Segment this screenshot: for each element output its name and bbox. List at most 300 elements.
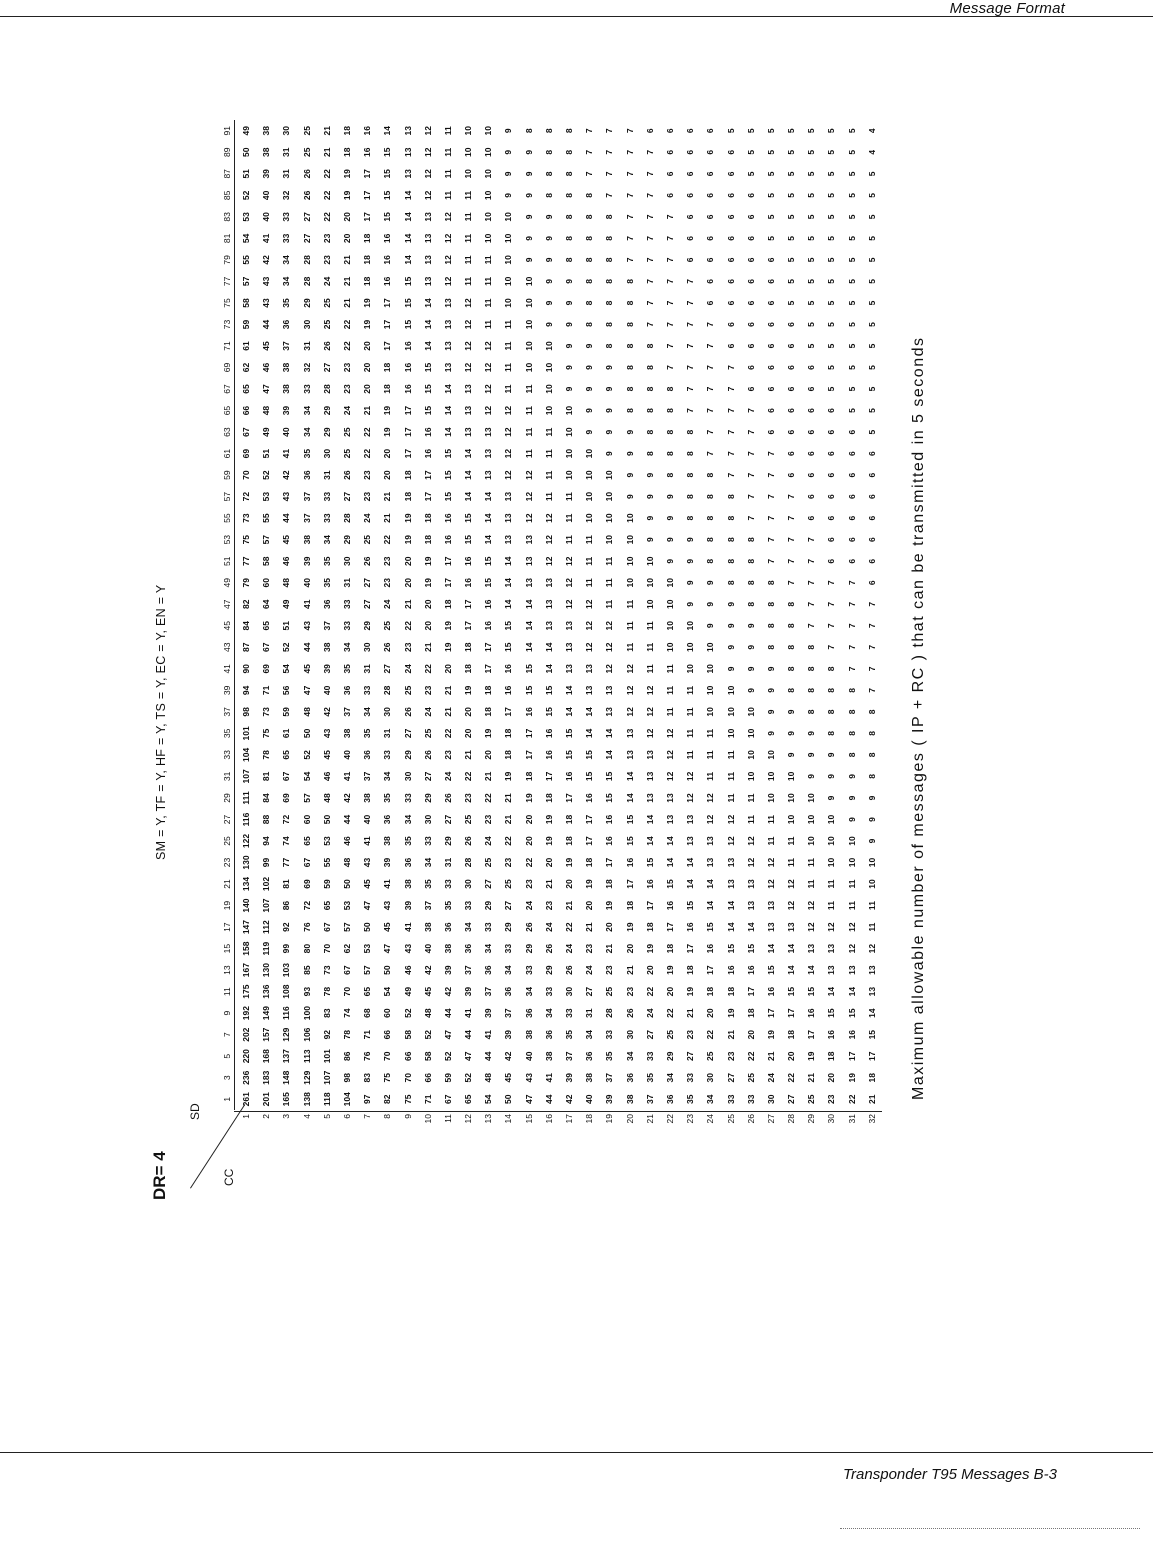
table-cell: 11 bbox=[685, 685, 696, 695]
table-cell: 15 bbox=[604, 793, 615, 803]
table-cell: 16 bbox=[442, 513, 453, 523]
page-footer: Transponder T95 Messages B-3 bbox=[843, 1466, 1057, 1483]
table-cell: 9 bbox=[503, 149, 514, 155]
table-cell: 6 bbox=[765, 257, 776, 263]
table-cell: 14 bbox=[604, 750, 615, 760]
cc-header-cell: 29 bbox=[806, 1114, 817, 1124]
table-cell: 14 bbox=[685, 857, 696, 868]
table-cell: 14 bbox=[523, 599, 534, 609]
sd-header-cell: 37 bbox=[222, 707, 232, 717]
table-cell: 6 bbox=[846, 429, 857, 435]
table-cell: 19 bbox=[523, 793, 534, 803]
table-cell: 17 bbox=[523, 728, 534, 739]
table-cell: 24 bbox=[543, 922, 554, 932]
table-cell: 18 bbox=[341, 147, 352, 158]
table-cell: 9 bbox=[543, 257, 554, 263]
table-cell: 5 bbox=[745, 149, 756, 155]
table-cell: 33 bbox=[301, 384, 312, 394]
table-cell: 41 bbox=[543, 1073, 554, 1083]
table-cell: 67 bbox=[341, 965, 352, 975]
table-cell: 17 bbox=[604, 857, 615, 868]
table-cell: 23 bbox=[826, 1094, 837, 1104]
table-cell: 11 bbox=[685, 707, 696, 717]
table-cell: 10 bbox=[584, 470, 595, 480]
table-cell: 15 bbox=[422, 362, 433, 373]
table-cell: 15 bbox=[442, 491, 453, 502]
table-cell: 21 bbox=[362, 405, 373, 416]
table-cell: 27 bbox=[362, 599, 373, 609]
table-cell: 6 bbox=[826, 494, 837, 500]
table-cell: 30 bbox=[564, 986, 574, 997]
table-cell: 19 bbox=[382, 405, 393, 416]
table-cell: 7 bbox=[664, 214, 675, 220]
table-cell: 9 bbox=[564, 386, 574, 392]
table-cell: 175 bbox=[241, 984, 251, 999]
table-cell: 9 bbox=[866, 838, 877, 844]
table-cell: 38 bbox=[261, 126, 272, 136]
table-cell: 6 bbox=[866, 451, 877, 456]
table-cell: 12 bbox=[685, 793, 696, 803]
table-cell: 46 bbox=[341, 836, 352, 846]
table-cell: 5 bbox=[826, 322, 837, 327]
table-cell: 6 bbox=[725, 257, 736, 263]
table-cell: 24 bbox=[321, 276, 332, 287]
table-cell: 14 bbox=[483, 513, 494, 523]
table-cell: 17 bbox=[362, 190, 373, 201]
table-cell: 11 bbox=[745, 793, 756, 803]
table-cell: 7 bbox=[664, 236, 675, 241]
table-cell: 7 bbox=[604, 149, 615, 155]
table-cell: 7 bbox=[624, 236, 635, 241]
table-cell: 36 bbox=[543, 1029, 554, 1040]
table-cell: 20 bbox=[564, 879, 574, 889]
table-cell: 15 bbox=[503, 642, 514, 653]
table-cell: 9 bbox=[584, 386, 595, 392]
table-cell: 13 bbox=[644, 750, 655, 760]
table-cell: 44 bbox=[281, 513, 292, 523]
table-cell: 82 bbox=[241, 599, 251, 609]
table-cell: 6 bbox=[786, 322, 797, 327]
table-cell: 11 bbox=[846, 879, 857, 889]
table-cell: 75 bbox=[382, 1073, 393, 1083]
table-cell: 11 bbox=[664, 685, 675, 695]
table-cell: 6 bbox=[846, 494, 857, 500]
table-cell: 10 bbox=[705, 642, 716, 653]
cc-header-cell: 25 bbox=[725, 1114, 736, 1124]
table-cell: 8 bbox=[765, 601, 776, 607]
table-cell: 74 bbox=[341, 1008, 352, 1018]
sd-header-cell: 61 bbox=[222, 448, 232, 459]
table-cell: 18 bbox=[362, 255, 373, 265]
table-cell: 13 bbox=[846, 965, 857, 975]
table-cell: 8 bbox=[543, 128, 554, 134]
table-cell: 19 bbox=[543, 836, 554, 846]
table-cell: 14 bbox=[463, 470, 474, 480]
table-cell: 7 bbox=[745, 472, 756, 478]
cc-header-cell: 32 bbox=[866, 1114, 877, 1124]
table-cell: 30 bbox=[362, 642, 373, 653]
table-cell: 57 bbox=[362, 965, 373, 975]
table-cell: 20 bbox=[523, 814, 534, 825]
table-cell: 118 bbox=[321, 1092, 332, 1107]
table-cell: 33 bbox=[604, 1029, 615, 1040]
table-cell: 6 bbox=[826, 408, 837, 413]
table-cell: 99 bbox=[281, 943, 292, 954]
table-cell: 26 bbox=[442, 793, 453, 803]
table-cell: 19 bbox=[422, 556, 433, 566]
table-cell: 15 bbox=[624, 814, 635, 825]
table-cell: 17 bbox=[786, 1008, 797, 1018]
table-cell: 7 bbox=[624, 257, 635, 263]
table-cell: 34 bbox=[523, 986, 534, 997]
table-cell: 9 bbox=[866, 817, 877, 822]
table-cell: 17 bbox=[463, 599, 474, 609]
table-cell: 59 bbox=[442, 1073, 453, 1083]
table-cell: 13 bbox=[543, 621, 554, 631]
table-cell: 33 bbox=[483, 922, 494, 932]
table-cell: 10 bbox=[483, 147, 494, 158]
table-cell: 11 bbox=[664, 664, 675, 674]
table-cell: 25 bbox=[321, 319, 332, 330]
footer-dotted-line bbox=[840, 1528, 1140, 1529]
table-cell: 8 bbox=[624, 322, 635, 327]
table-cell: 11 bbox=[624, 621, 635, 631]
table-cell: 8 bbox=[564, 236, 574, 241]
cc-header-cell: 21 bbox=[644, 1114, 655, 1124]
table-cell: 52 bbox=[241, 190, 251, 201]
table-cell: 12 bbox=[523, 470, 534, 480]
table-cell: 6 bbox=[705, 300, 716, 306]
table-cell: 26 bbox=[523, 922, 534, 932]
table-cell: 6 bbox=[826, 472, 837, 478]
table-cell: 67 bbox=[281, 771, 292, 782]
table-cell: 7 bbox=[866, 623, 877, 629]
table-cell: 10 bbox=[786, 814, 797, 825]
table-cell: 21 bbox=[402, 599, 413, 609]
table-cell: 13 bbox=[806, 943, 817, 954]
table-cell: 39 bbox=[281, 405, 292, 416]
cc-header-cell: 22 bbox=[664, 1114, 675, 1124]
table-cell: 148 bbox=[281, 1070, 292, 1085]
table-cell: 35 bbox=[422, 879, 433, 889]
table-cell: 16 bbox=[382, 233, 393, 244]
table-cell: 12 bbox=[664, 728, 675, 739]
table-cell: 74 bbox=[281, 836, 292, 846]
table-cell: 16 bbox=[362, 126, 373, 136]
table-cell: 8 bbox=[604, 300, 615, 306]
table-cell: 11 bbox=[442, 169, 453, 179]
cc-header-cell: 2 bbox=[261, 1114, 272, 1119]
table-cell: 7 bbox=[866, 666, 877, 672]
table-cell: 58 bbox=[422, 1051, 433, 1061]
table-cell: 36 bbox=[483, 965, 494, 975]
table-cell: 6 bbox=[725, 236, 736, 241]
table-cell: 6 bbox=[806, 515, 817, 521]
table-cell: 44 bbox=[301, 642, 312, 653]
table-cell: 20 bbox=[382, 448, 393, 459]
sd-header-cell: 41 bbox=[222, 664, 232, 674]
table-cell: 46 bbox=[281, 556, 292, 566]
table-cell: 44 bbox=[543, 1094, 554, 1104]
table-cell: 17 bbox=[503, 707, 514, 717]
table-cell: 17 bbox=[584, 836, 595, 846]
table-cell: 10 bbox=[523, 298, 534, 308]
table-cell: 52 bbox=[301, 750, 312, 760]
table-cell: 5 bbox=[765, 149, 776, 155]
table-cell: 14 bbox=[503, 599, 514, 609]
table-cell: 7 bbox=[604, 171, 615, 177]
table-cell: 129 bbox=[281, 1027, 292, 1042]
table-cell: 71 bbox=[362, 1029, 373, 1040]
table-cell: 6 bbox=[685, 171, 696, 177]
table-cell: 52 bbox=[261, 470, 272, 480]
table-cell: 70 bbox=[241, 470, 251, 480]
table-cell: 16 bbox=[483, 599, 494, 609]
table-cell: 29 bbox=[362, 621, 373, 631]
table-cell: 8 bbox=[765, 644, 776, 650]
table-cell: 33 bbox=[523, 965, 534, 975]
table-cell: 5 bbox=[826, 343, 837, 349]
cc-header-cell: 19 bbox=[604, 1114, 615, 1124]
table-cell: 39 bbox=[483, 1008, 494, 1018]
table-cell: 13 bbox=[543, 578, 554, 588]
table-cell: 16 bbox=[664, 900, 675, 911]
table-cell: 9 bbox=[846, 817, 857, 822]
table-cell: 86 bbox=[281, 900, 292, 911]
table-cell: 6 bbox=[644, 128, 655, 134]
table-cell: 5 bbox=[866, 322, 877, 327]
table-cell: 65 bbox=[281, 750, 292, 760]
table-cell: 10 bbox=[745, 728, 756, 739]
table-cell: 36 bbox=[382, 814, 393, 825]
table-cell: 6 bbox=[705, 128, 716, 134]
table-cell: 38 bbox=[281, 384, 292, 394]
sd-header-cell: 29 bbox=[222, 793, 232, 803]
table-cell: 7 bbox=[846, 666, 857, 672]
table-cell: 7 bbox=[604, 128, 615, 134]
table-cell: 9 bbox=[604, 451, 615, 456]
table-cell: 17 bbox=[664, 922, 675, 932]
table-cell: 10 bbox=[806, 814, 817, 825]
table-cell: 16 bbox=[422, 427, 433, 437]
table-cell: 192 bbox=[241, 1006, 251, 1021]
table-cell: 12 bbox=[463, 341, 474, 351]
table-cell: 9 bbox=[523, 236, 534, 241]
table-cell: 52 bbox=[422, 1029, 433, 1040]
table-cell: 13 bbox=[442, 362, 453, 373]
table-cell: 12 bbox=[745, 836, 756, 846]
table-cell: 14 bbox=[644, 836, 655, 846]
table-cell: 73 bbox=[321, 965, 332, 975]
table-cell: 6 bbox=[765, 322, 776, 327]
table-cell: 13 bbox=[564, 664, 574, 674]
table-cell: 5 bbox=[786, 300, 797, 306]
table-cell: 10 bbox=[866, 879, 877, 889]
table-cell: 47 bbox=[301, 685, 312, 696]
table-cell: 8 bbox=[745, 601, 756, 607]
table-cell: 8 bbox=[624, 343, 635, 349]
table-cell: 65 bbox=[463, 1094, 474, 1104]
table-cell: 9 bbox=[806, 752, 817, 758]
table-cell: 29 bbox=[301, 298, 312, 308]
sd-header-cell: 77 bbox=[222, 276, 232, 287]
table-cell: 7 bbox=[725, 365, 736, 370]
table-cell: 6 bbox=[725, 192, 736, 198]
table-cell: 10 bbox=[584, 513, 595, 523]
table-cell: 35 bbox=[442, 900, 453, 911]
table-cell: 42 bbox=[321, 707, 332, 717]
table-cell: 30 bbox=[765, 1094, 776, 1104]
table-cell: 7 bbox=[786, 515, 797, 521]
table-cell: 20 bbox=[584, 900, 595, 911]
table-cell: 19 bbox=[362, 298, 373, 308]
table-cell: 10 bbox=[765, 750, 776, 760]
table-cell: 149 bbox=[261, 1006, 272, 1021]
table-cell: 8 bbox=[584, 322, 595, 327]
table-cell: 9 bbox=[664, 494, 675, 500]
table-cell: 6 bbox=[685, 214, 696, 220]
table-cell: 10 bbox=[523, 341, 534, 351]
table-cell: 7 bbox=[705, 451, 716, 456]
sd-header-cell: 73 bbox=[222, 319, 232, 330]
table-cell: 17 bbox=[866, 1051, 877, 1061]
table-cell: 43 bbox=[523, 1073, 534, 1083]
table-cell: 19 bbox=[442, 642, 453, 653]
table-cell: 8 bbox=[564, 214, 574, 220]
table-cell: 12 bbox=[786, 879, 797, 889]
table-cell: 14 bbox=[402, 212, 413, 222]
table-cell: 19 bbox=[765, 1029, 776, 1040]
table-cell: 10 bbox=[564, 448, 574, 459]
table-cell: 28 bbox=[341, 513, 352, 523]
table-cell: 6 bbox=[765, 408, 776, 413]
table-cell: 23 bbox=[382, 556, 393, 566]
table-cell: 11 bbox=[584, 556, 595, 566]
table-cell: 13 bbox=[584, 664, 595, 674]
table-cell: 22 bbox=[402, 621, 413, 631]
table-cell: 29 bbox=[321, 405, 332, 416]
table-cell: 73 bbox=[261, 707, 272, 717]
table-cell: 13 bbox=[442, 298, 453, 308]
table-cell: 19 bbox=[503, 771, 514, 782]
sd-header-cell: 81 bbox=[222, 233, 232, 244]
table-cell: 11 bbox=[523, 427, 534, 437]
table-cell: 7 bbox=[644, 236, 655, 241]
table-cell: 10 bbox=[564, 427, 574, 437]
table-cell: 40 bbox=[584, 1094, 595, 1104]
table-cell: 12 bbox=[786, 900, 797, 911]
table-cell: 20 bbox=[362, 384, 373, 394]
table-cell: 75 bbox=[261, 728, 272, 739]
table-cell: 23 bbox=[503, 857, 514, 868]
table-cell: 18 bbox=[463, 642, 474, 653]
table-cell: 33 bbox=[281, 233, 292, 244]
table-cell: 33 bbox=[463, 900, 474, 911]
table-cell: 61 bbox=[281, 728, 292, 739]
table-cell: 6 bbox=[705, 214, 716, 220]
sd-header-cell: 15 bbox=[222, 943, 232, 954]
table-cell: 11 bbox=[503, 341, 514, 351]
table-cell: 19 bbox=[341, 190, 352, 201]
table-cell: 13 bbox=[503, 491, 514, 502]
table-cell: 38 bbox=[341, 728, 352, 739]
table-cell: 136 bbox=[261, 984, 272, 999]
table-cell: 8 bbox=[725, 494, 736, 500]
table-cell: 13 bbox=[463, 405, 474, 416]
table-cell: 22 bbox=[664, 1008, 675, 1018]
table-cell: 7 bbox=[806, 601, 817, 607]
table-cell: 31 bbox=[584, 1008, 595, 1018]
table-cell: 8 bbox=[806, 709, 817, 715]
table-cell: 52 bbox=[402, 1008, 413, 1018]
table-cell: 7 bbox=[765, 515, 776, 521]
table-cell: 33 bbox=[725, 1094, 736, 1104]
table-cell: 17 bbox=[442, 556, 453, 566]
table-cell: 17 bbox=[442, 578, 453, 588]
table-cell: 201 bbox=[261, 1092, 272, 1107]
table-cell: 90 bbox=[241, 664, 251, 674]
table-cell: 6 bbox=[826, 429, 837, 435]
table-cell: 9 bbox=[765, 731, 776, 736]
table-cell: 236 bbox=[241, 1070, 251, 1085]
table-cell: 99 bbox=[261, 857, 272, 868]
table-cell: 40 bbox=[341, 750, 352, 760]
table-cell: 21 bbox=[806, 1073, 817, 1083]
table-cell: 11 bbox=[806, 858, 817, 868]
table-cell: 8 bbox=[826, 709, 837, 715]
table-cell: 12 bbox=[483, 341, 494, 351]
table-cell: 49 bbox=[402, 986, 413, 997]
table-cell: 10 bbox=[604, 513, 615, 523]
table-cell: 5 bbox=[826, 236, 837, 241]
cc-header-cell: 3 bbox=[281, 1114, 292, 1119]
table-cell: 23 bbox=[543, 900, 554, 911]
table-cell: 44 bbox=[483, 1051, 494, 1061]
table-cell: 9 bbox=[765, 687, 776, 693]
table-cell: 7 bbox=[644, 300, 655, 306]
table-cell: 7 bbox=[604, 192, 615, 198]
table-cell: 5 bbox=[806, 236, 817, 241]
table-cell: 10 bbox=[463, 147, 474, 158]
table-cell: 73 bbox=[241, 513, 251, 523]
sd-header-cell: 3 bbox=[222, 1075, 232, 1081]
table-cell: 78 bbox=[341, 1029, 352, 1040]
table-cell: 18 bbox=[604, 879, 615, 889]
table-cell: 5 bbox=[765, 236, 776, 241]
table-cell: 31 bbox=[382, 728, 393, 739]
table-cell: 34 bbox=[301, 405, 312, 416]
table-cell: 7 bbox=[664, 322, 675, 327]
table-cell: 165 bbox=[281, 1092, 292, 1107]
table-cell: 261 bbox=[241, 1092, 251, 1107]
cc-header-cell: 7 bbox=[362, 1114, 373, 1119]
table-cell: 18 bbox=[483, 685, 494, 696]
table-cell: 10 bbox=[543, 384, 554, 394]
sd-header-cell: 87 bbox=[222, 169, 232, 179]
table-cell: 28 bbox=[301, 276, 312, 287]
table-cell: 9 bbox=[866, 795, 877, 801]
table-cell: 35 bbox=[382, 793, 393, 803]
table-cell: 6 bbox=[866, 494, 877, 500]
table-cell: 16 bbox=[463, 556, 474, 566]
table-cell: 14 bbox=[826, 986, 837, 997]
table-cell: 103 bbox=[281, 963, 292, 978]
table-cell: 12 bbox=[442, 276, 453, 287]
table-cell: 5 bbox=[786, 128, 797, 134]
table-cell: 116 bbox=[281, 1006, 292, 1021]
table-cell: 24 bbox=[523, 900, 534, 911]
table-cell: 8 bbox=[564, 257, 574, 263]
